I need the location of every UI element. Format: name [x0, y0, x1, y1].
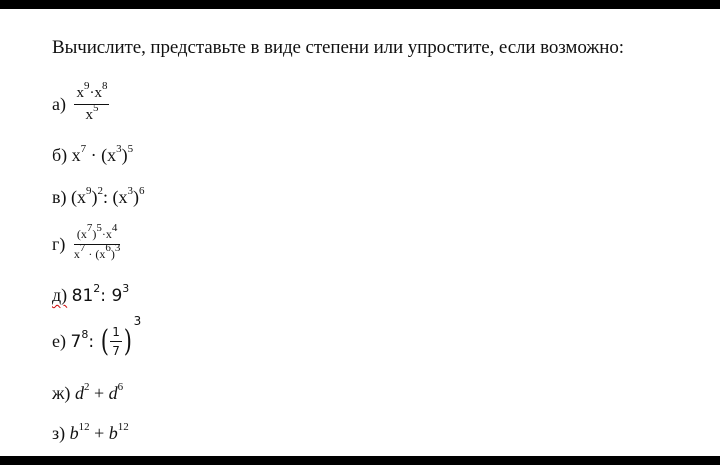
task-a-label: а): [52, 94, 66, 114]
task-g-denominator: $x^7 \cdot (x^6)^3$: [73, 242, 121, 261]
task-e: [52, 313, 142, 359]
task-zh-label: ж): [52, 383, 71, 403]
task-b-expression: $x^7 \cdot (x^3)^5$: [71, 143, 134, 165]
task-a-denominator: $x^5$: [85, 102, 99, 123]
task-e-exponent: 3: [133, 313, 142, 328]
task-d: [52, 282, 130, 306]
page-title: Вычислите, представьте в виде степени или упростите, если возможно:: [52, 37, 624, 58]
task-e-fraction: $\frac{1}{7}$: [112, 325, 120, 358]
task-e-expression: $7^8$:: [70, 327, 95, 352]
task-d-label: д): [52, 285, 68, 305]
task-a-numerator: $x^9\cdot x^8$: [76, 80, 108, 101]
task-a: [52, 80, 109, 124]
task-v-label: в): [52, 187, 67, 207]
task-z: [52, 423, 129, 444]
document-page: [0, 9, 720, 456]
right-paren: ): [123, 323, 132, 359]
task-g-numerator: $(x^7)^5\cdot x^4$: [76, 222, 118, 241]
task-a-fraction: [74, 80, 109, 124]
task-d-expression: $81^2$: $9^3$: [71, 282, 130, 306]
task-v: [52, 187, 145, 208]
left-paren: (: [100, 323, 109, 359]
task-zh-expression: $d^2 + d^6$: [74, 381, 124, 403]
task-b: [52, 145, 133, 166]
task-z-expression: $b^{12} + b^{12}$: [69, 421, 129, 443]
task-v-expression: $(x^9)^2$: $(x^3)^6$: [71, 185, 145, 207]
task-b-label: б): [52, 145, 68, 165]
task-g: [52, 222, 121, 262]
task-e-label: е): [52, 331, 66, 351]
task-z-label: з): [52, 423, 66, 443]
task-g-fraction: [73, 222, 121, 262]
task-zh: [52, 383, 123, 404]
task-g-label: г): [52, 234, 66, 254]
